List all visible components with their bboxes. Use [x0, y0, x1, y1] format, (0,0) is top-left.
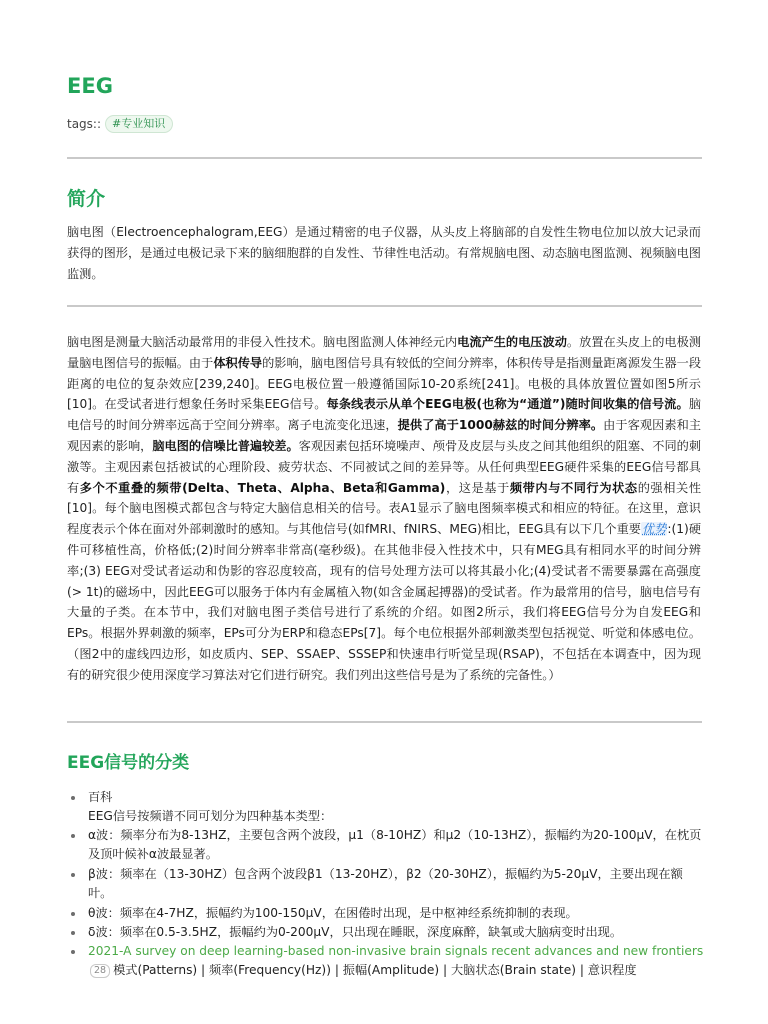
bold-run: 电流产生的电压波动 — [457, 335, 567, 349]
survey-link[interactable]: 2021-A survey on deep learning-based non-invasive brain signals recent advances and new frontiers — [88, 944, 704, 958]
divider — [67, 721, 702, 723]
bold-run: 频带内与不同行为状态 — [509, 480, 638, 495]
text-run: ，这是基于 — [445, 480, 510, 495]
section-heading-classification: EEG信号的分类 — [67, 753, 190, 773]
bold-run: 体积传导 — [213, 355, 263, 370]
text-run: 的影响，脑电图信号具有较低的空间分辨率，体积传导是指测量距离源发生器一段距离的电位的复杂效应[239,240]。EEG电极位置一般遵循国际10-20系统[241]。电极的具体放置位置如图5所示[10]。在受试者进行想象任务时采集EEG信号。 — [67, 355, 702, 412]
text-run: 由于客观因素和主观因素的影响， — [67, 418, 702, 453]
list-item: 百科 — [67, 788, 707, 807]
tags-row — [67, 115, 173, 133]
list-item: α波：频率分布为8-13HZ，主要包含两个波段，μ1（8-10HZ）和μ2（10-13HZ），振幅约为20-100μV，在枕页及顶叶候补α波最显著。 — [67, 826, 707, 864]
eeg-paragraph — [67, 332, 701, 686]
section-heading-intro: 简介 — [67, 188, 106, 210]
divider — [67, 157, 702, 159]
page-title: EEG — [67, 74, 113, 98]
list-item-survey — [67, 942, 707, 980]
text-run: 的强相关性[10]。每个脑电图模式都包含与特定大脑信息相关的信号。表A1显示了脑电图频率模式和相应的特征。在这里，意识程度表示个体在面对外部刺激时的感知。与其他信号(如fMRI、fNIRS、MEG)相比，EEG具有以下几个重要 — [67, 480, 702, 537]
reference-badge[interactable]: 28 — [90, 964, 110, 978]
tag-pill[interactable]: #专业知识 — [105, 115, 173, 133]
tags-label: tags:: — [67, 117, 102, 131]
classification-list — [67, 788, 707, 980]
text-run: :(1)硬件可移植性高，价格低;(2)时间分辨率非常高(毫秒级)。在其他非侵入性技术中，只有MEG具有相同水平的时间分辨率;(3) EEG对受试者运动和伪影的容忍度较高，现有的信号处理方法可以将其最小化;(4)受试者不需要暴露在高强度(> 1t)的磁场中，因此EEG可以服务于体内有金属植入物(如含金属起搏器)的受试者。作为最常用的信号，脑电信号有大量的子类。在本节中，我们对脑电图子类信号进行了系统的介绍。如图2所示，我们将EEG信号分为自发EEG和EPs。根据外界刺激的频率，EPs可分为ERP和稳态EPs[7]。每个电位根据外部刺激类型包括视觉、听觉和体感电位。（图2中的虚线四边形，如皮质内、SEP、SSAEP、SSSEP和快速串行听觉呈现(RSAP)，不包括在本调查中，因为现有的研究很少使用深度学习算法对它们进行研究。我们列出这些信号是为了系统的完备性。） — [67, 522, 702, 682]
list-item: δ波：频率在0.5-3.5HZ，振幅约为0-200μV，只出现在睡眠，深度麻醉，缺氧或大脑病变时出现。 — [67, 923, 707, 942]
text-run: 客观因素包括环境噪声、颅骨及皮层与头皮之间其他组织的阻塞、不同的刺激等。主观因素包括被试的心理阶段、疲劳状态、不同被试之间的差异等。从任何典型EEG硬件采集的EEG信号都具有 — [67, 438, 702, 495]
text-run: 。放置在头皮上的电极测量脑电图信号的振幅。由于 — [67, 335, 702, 370]
bold-run: 提供了高于1000赫兹的时间分辨率。 — [397, 418, 604, 433]
list-item-rest: 模式(Patterns) | 频率(Frequency(Hz)) | 振幅(Amplitude) | 大脑状态(Brain state) | 意识程度 — [113, 963, 637, 977]
list-item: β波：频率在（13-30HZ）包含两个波段β1（13-20HZ），β2（20-30HZ），振幅约为5-20μV，主要出现在额叶。 — [67, 865, 707, 903]
bold-run: 每条线表示从单个EEG电极(也称为“通道”)随时间收集的信号流。 — [326, 397, 689, 412]
highlight-link[interactable]: 优势 — [642, 522, 667, 537]
text-run: 脑电图是测量大脑活动最常用的非侵入性技术。脑电图监测人体神经元内 — [67, 335, 458, 349]
text-run: 脑电信号的时间分辨率远高于空间分辨率。离子电流变化迅速， — [67, 397, 701, 433]
intro-paragraph: 脑电图（Electroencephalogram,EEG）是通过精密的电子仪器，从头皮上将脑部的自发性生物电位加以放大记录而获得的图形，是通过电极记录下来的脑细胞群的自发性、节律性电活动。有常规脑电图、动态脑电图监测、视频脑电图监测。 — [67, 225, 701, 281]
bold-run: 脑电图的信噪比普遍较差。 — [152, 438, 299, 453]
bold-run: 多个不重叠的频带(Delta、Theta、Alpha、Beta和Gamma) — [79, 480, 446, 495]
list-item: θ波：频率在4-7HZ，振幅约为100-150μV，在困倦时出现，是中枢神经系统抑制的表现。 — [67, 904, 707, 923]
list-item: EEG信号按频谱不同可划分为四种基本类型： — [88, 809, 333, 823]
divider — [67, 305, 702, 307]
